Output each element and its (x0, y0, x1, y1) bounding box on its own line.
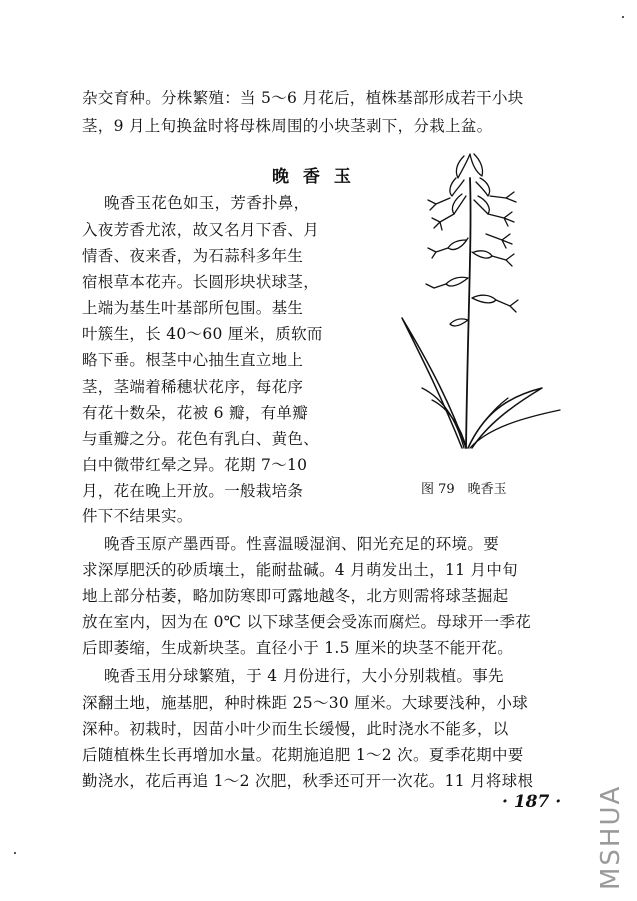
intro-line-1: 杂交育种。分株繁殖：当 5～6 月花后，植株基部形成若干小块 (82, 89, 524, 107)
paragraph-line: 后即萎缩，生成新块茎。直径小于 1.5 厘米的块茎不能开花。 (82, 639, 514, 657)
paragraph-line: 地上部分枯萎，略加防寒即可露地越冬，北方则需将球茎掘起 (82, 587, 509, 605)
paragraph-line: 深种。初栽时，因苗小叶少而生长缓慢，此时浇水不能多，以 (82, 720, 509, 738)
watermark (596, 784, 636, 890)
paragraph-line: 晚香玉原产墨西哥。性喜温暖湿润、阳光充足的环境。要 (104, 535, 500, 553)
paragraph-line: 略下垂。根茎中心抽生直立地上 (82, 351, 304, 369)
section-title: 晚 香 玉 (272, 167, 355, 187)
paragraph-line: 白中微带红晕之异。花期 7～10 (82, 456, 308, 474)
intro-line-2: 茎，9 月上旬换盆时将母株周围的小块茎剥下，分栽上盆。 (82, 117, 493, 135)
tuberose-illustration (392, 148, 567, 458)
watermark-text: MSHUA (596, 784, 626, 890)
paragraph-line: 入夜芳香尤浓，故又名月下香、月 (82, 221, 320, 239)
paragraph-line: 有花十数朵，花被 6 瓣，有单瓣 (82, 404, 309, 422)
paragraph-line: 晚香玉用分球繁殖，于 4 月份进行，大小分别栽植。事先 (104, 667, 504, 685)
paragraph-line: 深翻土地，施基肥，种时株距 25～30 厘米。大球要浅种，小球 (82, 694, 529, 712)
page-number: · 187 · (502, 792, 562, 812)
paragraph-line: 晚香玉花色如玉，芳香扑鼻， (104, 194, 310, 212)
paragraph-line: 宿根草本花卉。长圆形块状球茎， (82, 273, 320, 291)
paragraph-line: 叶簇生，长 40～60 厘米，质软而 (82, 325, 323, 343)
paragraph-line: 月，花在晚上开放。一般栽培条 (82, 482, 304, 500)
paragraph-line: 勤浇水，花后再追 1～2 次肥，秋季还可开一次花。11 月将球根 (82, 772, 534, 790)
scan-speck (622, 16, 624, 18)
paragraph-line: 件下不结果实。 (82, 507, 193, 525)
paragraph-line: 放在室内，因为在 0℃ 以下球茎便会受冻而腐烂。母球开一季花 (82, 613, 532, 631)
paragraph-line: 情香、夜来香，为石蒜科多年生 (82, 247, 304, 265)
figure-caption: 图 79 晚香玉 (421, 482, 507, 497)
paragraph-line: 与重瓣之分。花色有乳白、黄色、 (82, 430, 320, 448)
paragraph-line: 求深厚肥沃的砂质壤土，能耐盐碱。4 月萌发出土，11 月中旬 (82, 561, 518, 579)
paragraph-line: 后随植株生长再增加水量。花期施追肥 1～2 次。夏季花期中要 (82, 746, 524, 764)
scan-speck (14, 852, 16, 854)
paragraph-line: 茎，茎端着稀穗状花序，每花序 (82, 378, 304, 396)
paragraph-line: 上端为基生叶基部所包围。基生 (82, 299, 304, 317)
